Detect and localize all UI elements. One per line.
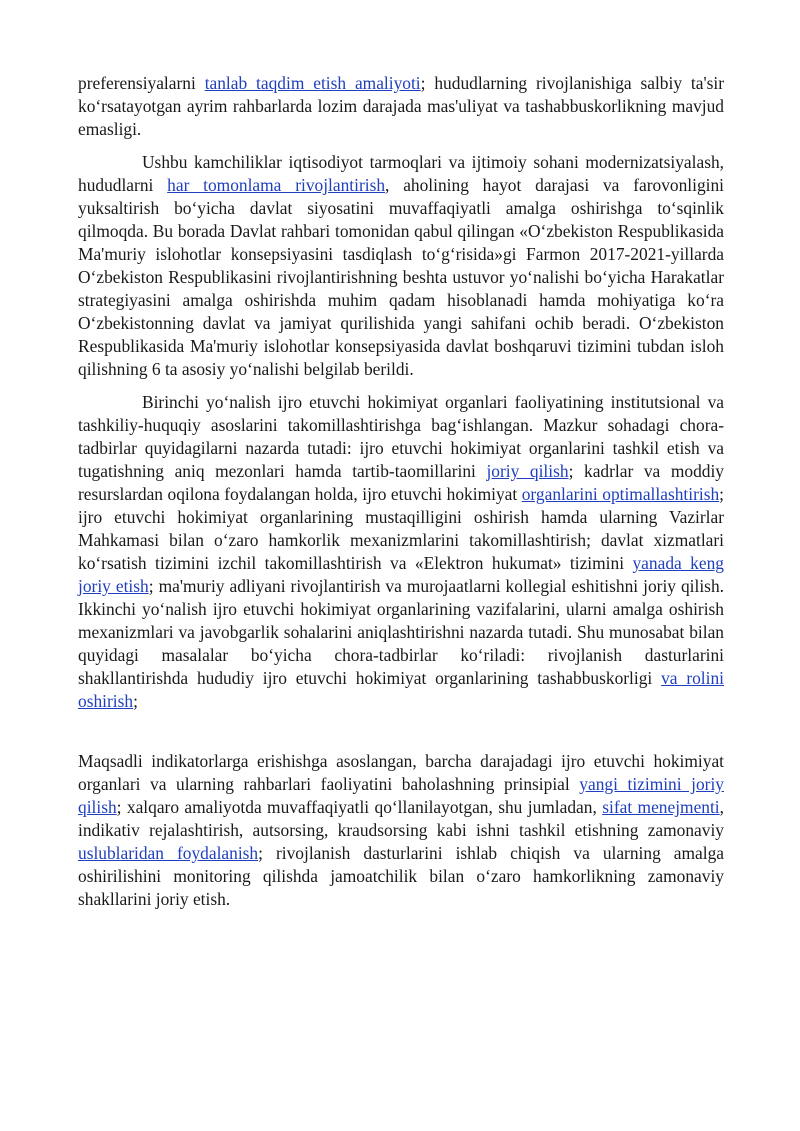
paragraph-text: , indikativ rejalashtirish, autsorsing, kraudsorsing kabi ishni tashkil etishning zamonaviy <box>78 797 725 840</box>
paragraph-text: ; hududlarning rivojlanishiga salbiy ta'sir ko‘rsatayotgan ayrim rahbarlarda lozim darajada mas'uliyat va tashabbuskorlikning mavjud emasligi. <box>78 73 724 139</box>
paragraph-text: ; ijro etuvchi hokimiyat organlarining mustaqilligini oshirish hamda ularning Vazirlar Mahkamasi bilan o‘zaro hamkorlik mexanizmlarini takomillashtirish; davlat xizmatlari ko‘rsatish tizimini izchil takomillashtirish va «Elektron hukumat» tizimini <box>78 484 724 573</box>
document-page <box>78 72 724 911</box>
hyperlink[interactable]: joriy qilish <box>486 461 569 481</box>
paragraph-text: preferensiyalarni <box>78 73 205 93</box>
paragraph-text: ; rivojlanish dasturlarini ishlab chiqish va ularning amalga oshirilishini monitoring qilishda jamoatchilik bilan o‘zaro hamkorlikning zamonaviy shakllarini joriy etish. <box>78 843 724 909</box>
hyperlink[interactable]: yangi tizimini joriy qilish <box>78 774 724 817</box>
paragraph-1 <box>78 72 724 141</box>
paragraph-2 <box>78 151 724 381</box>
paragraph-text: ; kadrlar va moddiy resurslardan oqilona foydalangan holda, ijro etuvchi hokimiyat <box>78 461 724 504</box>
paragraph-text: Birinchi yo‘nalish ijro etuvchi hokimiyat organlari faoliyatining institutsional va tashkiliy-huquqiy asoslarini takomillashtirishga bag‘ishlangan. Mazkur sohadagi chora-tadbirlar quyidagilarni nazarda tutadi: ijro etuvchi hokimiyat organlarini tashkil etish va tugatishning aniq mezonlari hamda tartib-taomillarini <box>78 392 724 481</box>
paragraph-3 <box>78 391 724 713</box>
hyperlink[interactable]: sifat menejmenti <box>602 797 720 817</box>
paragraph-4 <box>78 750 724 911</box>
paragraph-text: , aholining hayot darajasi va farovonligini yuksaltirish bo‘yicha davlat siyosatini muvaffaqiyatli amalga oshirishga to‘sqinlik qilmoqda. Bu borada Davlat rahbari tomonidan qabul qilingan «O‘zbekiston Respublikasida Ma'muriy islohotlar konsepsiyasini tasdiqlash to‘g‘risida»gi Farmon 2017-2021-yillarda O‘zbekiston Respublikasini rivojlantirishning beshta ustuvor yo‘nalishi bo‘yicha Harakatlar strategiyasini amalga oshirishda muhim qadam hisoblanadi hamda mohiyatiga ko‘ra O‘zbekistonning davlat va jamiyat qurilishida yangi sahifani ochib beradi. O‘zbekiston Respublikasida Ma'muriy islohotlar konsepsiyasida davlat boshqaruvi tizimini tubdan isloh qilishning 6 ta asosiy yo‘nalishi belgilab berildi. <box>78 175 725 379</box>
paragraph-text: ; <box>133 691 138 711</box>
paragraph-text: Ushbu kamchiliklar iqtisodiyot tarmoqlari va ijtimoiy sohani modernizatsiyalash, hududlarni <box>78 152 724 195</box>
hyperlink[interactable]: organlarini optimallashtirish <box>521 484 720 504</box>
hyperlink[interactable]: yanada keng joriy etish <box>78 553 724 596</box>
paragraph-text: ; ma'muriy adliyani rivojlantirish va murojaatlarni kollegial eshitishni joriy qilish. Ikkinchi yo‘nalish ijro etuvchi hokimiyat organlarining vazifalarini, ularni amalga oshirish mexanizmlari va javobgarlik sohalarini aniqlashtirishni nazarda tutadi. Shu munosabat bilan quyidagi masalalar bo‘yicha chora-tadbirlar ko‘riladi: rivojlanish dasturlarini shakllantirishda hududiy ijro etuvchi hokimiyat organlarining tashabbuskorligi <box>78 576 724 688</box>
paragraph-text: Maqsadli indikatorlarga erishishga asoslangan, barcha darajadagi ijro etuvchi hokimiyat organlari va ularning rahbarlari faoliyatini baholashning prinsipial <box>78 751 724 794</box>
hyperlink[interactable]: har tomonlama rivojlantirish <box>167 175 386 195</box>
hyperlink[interactable]: va rolini oshirish <box>78 668 724 711</box>
hyperlink[interactable]: uslublaridan foydalanish <box>78 843 259 863</box>
hyperlink[interactable]: tanlab taqdim etish amaliyoti <box>204 73 421 93</box>
paragraph-text: ; xalqaro amaliyotda muvaffaqiyatli qo‘llanilayotgan, shu jumladan, <box>116 797 603 817</box>
